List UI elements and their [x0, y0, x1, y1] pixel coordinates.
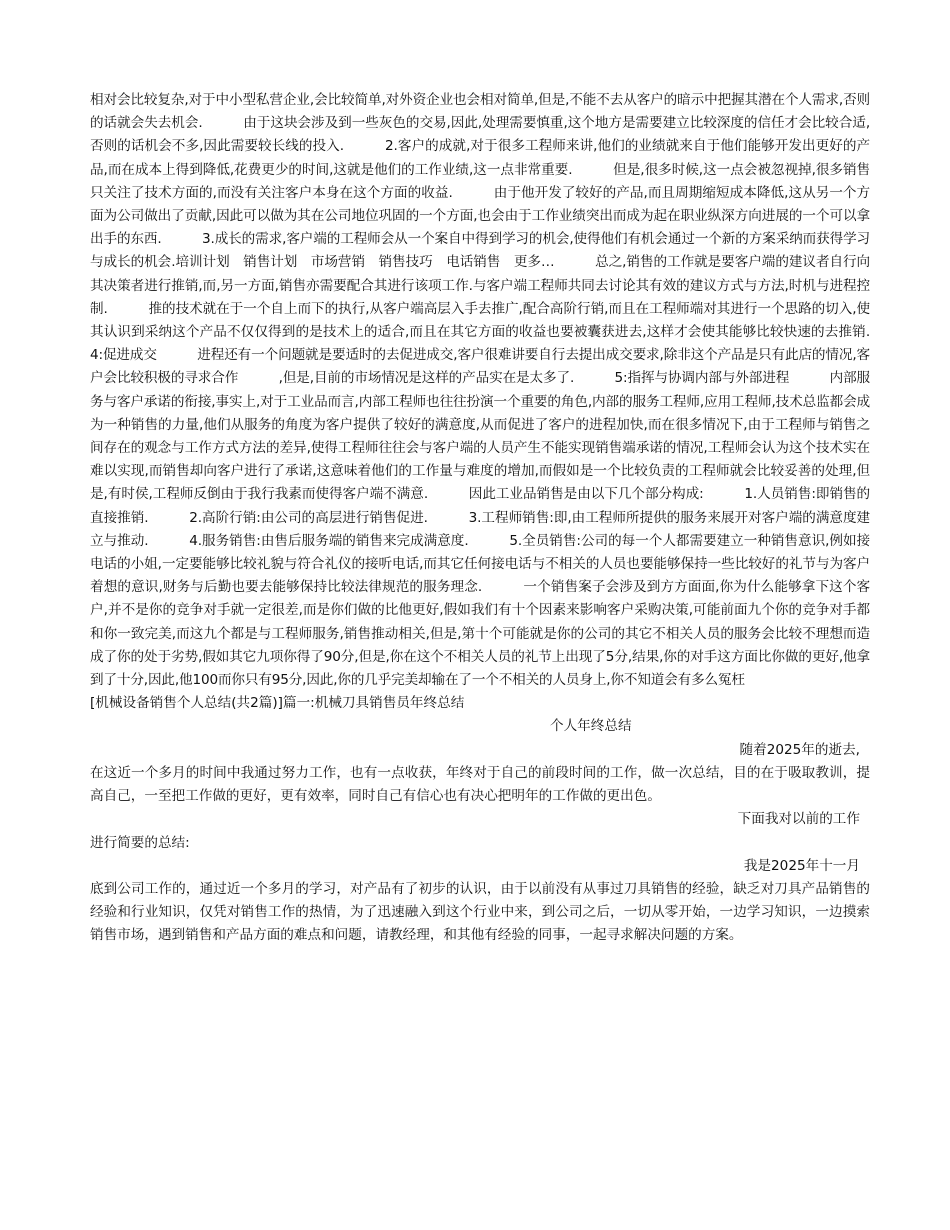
paragraph-1-body: 在这近一个多月的时间中我通过努力工作，也有一点收获，年终对于自己的前段时间的工作，做一次总结，目的在于吸取教训，提高自己，一至把工作做的更好，更有效率，同时自己有信心也有决心把明年的工作做的更出色。	[90, 764, 870, 805]
paragraph-3-body: 底到公司工作的，通过近一个多月的学习，对产品有了初步的认识，由于以前没有从事过刀具销售的经验，缺乏对刀具产品销售的经验和行业知识，仅凭对销售工作的热情，为了迅速融入到这个行业中来，到公司之后，一切从零开始，一边学习知识，一边摸索销售市场，遇到销售和产品方面的难点和问题，请教经理，和其他有经验的同事，一起寻求解决问题的方案。	[90, 880, 870, 944]
sub-title: 个人年终总结	[550, 718, 632, 735]
paragraph-2-body: 进行简要的总结:	[90, 834, 190, 851]
paragraph-1	[90, 739, 870, 809]
paragraph-3	[90, 855, 870, 948]
section-heading: [机械设备销售个人总结(共2篇)]篇一:机械刀具销售员年终总结	[90, 695, 465, 712]
paragraph-1-lead: 随着2025年的逝去,	[739, 741, 860, 758]
paragraph-3-lead: 我是2025年十一月	[743, 857, 860, 874]
paragraph-2	[90, 808, 870, 854]
body-text: 相对会比较复杂,对于中小型私营企业,会比较简单,对外资企业也会相对简单,但是,不能不去从客户的暗示中把握其潜在个人需求,否则的话就会失去机会. 由于这块会涉及到一些灰色的交易,因此,处理需要慎重,这个地方是需要建立比较深度的信任才会比较合适,否则的话机会不多,因此需要较长线的投入. 2.客户的成就,对于很多工程师来讲,他们的业绩就来自于他们能够开发出更好的产品,而在成本上得到降低,花费更少的时间,这就是他们的工作业绩,这一点非常重要. 但是,很多时候,这一点会被忽视掉,很多销售只关注了技术方面的,而没有关注客户本身在这个方面的收益. 由于他开发了较好的产品,而且周期缩短成本降低,这从另一个方面为公司做出了贡献,因此可以做为其在公司地位巩固的一个方面,也会由于工作业绩突出而成为起在职业纵深方向进展的一个可以拿出手的东西. 3.成长的需求,客户端的工程师会从一个案自中得到学习的机会,使得他们有机会通过一个新的方案采纳而获得学习与成长的机会.培训计划 销售计划 市场营销 销售技巧 电话销售 更多… 总之,销售的工作就是要客户端的建议者自行向其决策者进行推销,而,另一方面,销售亦需要配合其进行该项工作.与客户端工程师共同去讨论其有效的建议方式与方法,时机与进程控制. 推的技术就在于一个自上而下的执行,从客户端高层入手去推广,配合高阶行销,而且在工程师端对其进行一个思路的切入,使其认识到采纳这个产品不仅仅得到的是技术上的适合,而且在其它方面的收益也要被囊获进去,这样才会使其能够比较快速的去推销. 4:促进成交 进程还有一个问题就是要适时的去促进成交,客户很难讲要自行去提出成交要求,除非这个产品是只有此店的情况,客户会比较积极的寻求合作 ,但是,目前的市场情况是这样的产品实在是太多了. 5:指挥与协调内部与外部进程 内部服务与客户承诺的衔接,事实上,对于工业品而言,内部工程师也往往扮演一个重要的角色,内部的服务工程师,应用工程师,技术总监都会成为一种销售的力量,他们从服务的角度为客户提供了较好的满意度,从而促进了客户的进程加快,而在很多情况下,由于工程师与销售之间存在的观念与工作方式方法的差异,使得工程师往往会与客户端的人员产生不能实现销售端承诺的情况,工程师会认为这个技术实在难以实现,而销售却向客户进行了承诺,这意味着他们的工作量与难度的增加,而假如是一个比较负责的工程师就会比较妥善的处理,但是,有时侯,工程师反倒由于我行我素而使得客户端不满意. 因此工业品销售是由以下几个部分构成: 1.人员销售:即销售的直接推销. 2.高阶行销:由公司的高层进行销售促进. 3.工程师销售:即,由工程师所提供的服务来展开对客户端的满意度建立与推动. 4.服务销售:由售后服务端的销售来完成满意度. 5.全员销售:公司的每一个人都需要建立一种销售意识,例如接电话的小姐,一定要能够比较礼貌与符合礼仪的接听电话,而其它任何接电话与不相关的人员也要能够保持一些比较好的礼节与为客户着想的意识,财务与后勤也要去能够保持比较法律规范的服务理念. 一个销售案子会涉及到方方面面,你为什么能够拿下这个客户,并不是你的竞争对手就一定很差,而是你们做的比他更好,假如我们有十个因素来影响客户采购决策,可能前面九个你的竞争对手都和你一致完美,而这九个都是与工程师服务,销售推动相关,但是,第十个可能就是你的公司的其它不相关人员的服务会比较不理想而造成了你的处于劣势,假如其它九项你得了90分,但是,你在这个不相关人员的礼节上出现了5分,结果,你的对手这方面比你做的更好,他拿到了十分,因此,他100而你只有95分,因此,你的几乎完美却输在了一个不相关的人员身上,你不知道会有多么冤枉	[90, 92, 911, 689]
document-page	[90, 89, 911, 948]
paragraph-2-lead: 下面我对以前的工作	[737, 811, 860, 828]
